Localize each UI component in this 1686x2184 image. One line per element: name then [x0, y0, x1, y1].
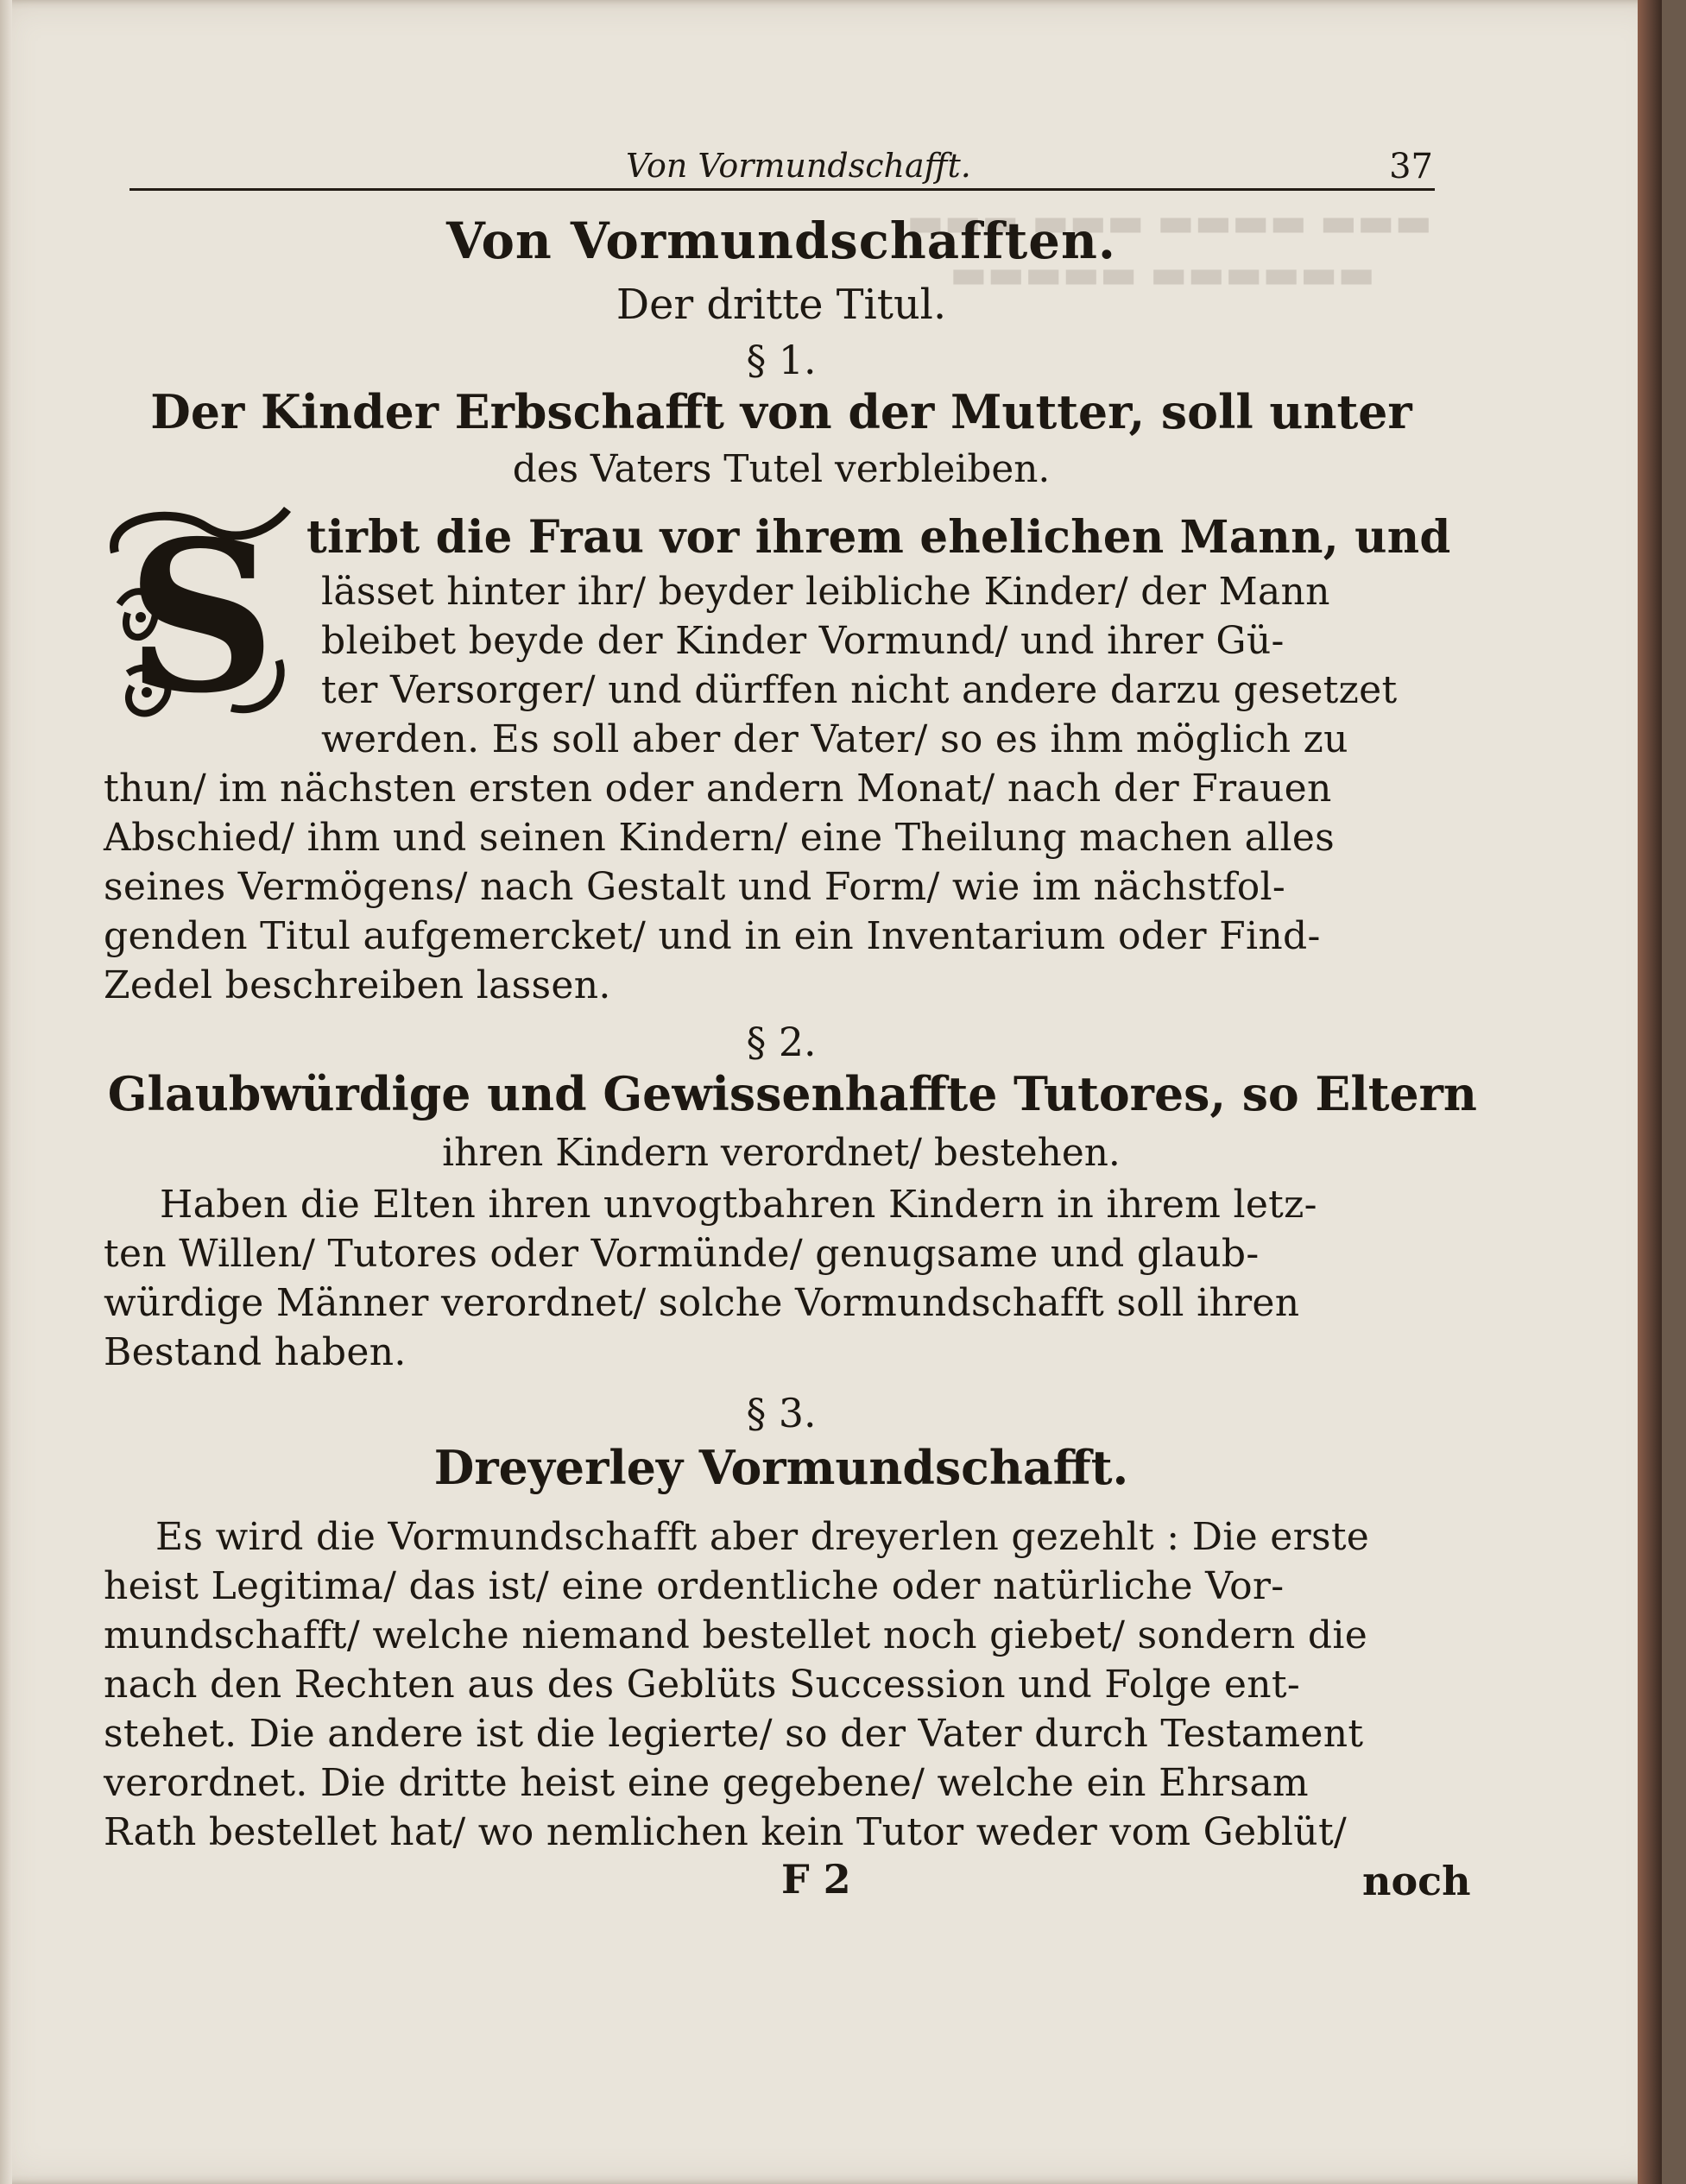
text-line: genden Titul aufgemercket/ und in ein Inventarium oder Find-	[104, 914, 1321, 958]
text-line: heist Legitima/ das ist/ eine ordentliche oder natürliche Vor-	[104, 1564, 1285, 1608]
text-line: würdige Männer verordnet/ solche Vormundschafft soll ihren	[104, 1281, 1300, 1325]
catchword: noch	[1362, 1858, 1471, 1904]
section-title-line2: ihren Kindern verordnet/ bestehen.	[442, 1131, 1121, 1175]
text-line: ter Versorger/ und dürffen nicht andere darzu gesetzet	[321, 668, 1398, 712]
section-number: § 3.	[746, 1390, 817, 1436]
bleed-through-decoration: ▬▬▬▬▬▬ ▬▬▬▬▬	[950, 250, 1375, 297]
chapter-subtitle: Der dritte Titul.	[616, 281, 947, 329]
text-line: werden. Es soll aber der Vater/ so es ihm möglich zu	[321, 717, 1348, 761]
section-number: § 2.	[746, 1019, 817, 1065]
text-line: bleibet beyde der Kinder Vormund/ und ihrer Gü-	[321, 619, 1285, 663]
text-line: Es wird die Vormundschafft aber dreyerlen gezehlt : Die erste	[155, 1515, 1370, 1559]
running-head-title: Von Vormundschafft.	[626, 147, 971, 185]
signature-mark: F 2	[781, 1856, 851, 1903]
text-line: mundschafft/ welche niemand bestellet noch giebet/ sondern die	[104, 1613, 1368, 1657]
drop-cap-ornament	[102, 496, 296, 739]
text-line: ten Willen/ Tutores oder Vormünde/ genugsame und glaub-	[104, 1232, 1260, 1276]
running-head	[129, 147, 1433, 190]
text-line: nach den Rechten aus des Geblüts Succession und Folge ent-	[104, 1663, 1301, 1707]
drop-cap-letter: S	[126, 496, 276, 739]
text-line: thun/ im nächsten ersten oder andern Monat/ nach der Frauen	[104, 767, 1332, 811]
page-number: 37	[1389, 147, 1433, 186]
text-line: Zedel beschreiben lassen.	[104, 963, 611, 1007]
section-title: Dreyerley Vormundschafft.	[433, 1440, 1129, 1495]
text-line: lässet hinter ihr/ beyder leibliche Kinder/ der Mann	[321, 570, 1330, 614]
text-line: Bestand haben.	[104, 1330, 407, 1374]
text-line: seines Vermögens/ nach Gestalt und Form/ wie im nächstfol-	[104, 865, 1286, 909]
section-title-line2: des Vaters Tutel verbleiben.	[512, 447, 1051, 491]
text-line: Abschied/ ihm und seinen Kindern/ eine Theilung machen alles	[104, 816, 1336, 860]
text-line: stehet. Die andere ist die legierte/ so der Vater durch Testament	[104, 1712, 1364, 1756]
section-title: Der Kinder Erbschafft von der Mutter, soll unter	[150, 384, 1412, 439]
section-number: § 1.	[746, 337, 817, 383]
chapter-title: Von Vormundschafften.	[446, 211, 1116, 270]
text-line: Rath bestellet hat/ wo nemlichen kein Tutor weder vom Geblüt/	[104, 1810, 1348, 1854]
page-gutter-shadow	[0, 0, 12, 2184]
section-title: Glaubwürdige und Gewissenhaffte Tutores, so Eltern	[107, 1066, 1477, 1121]
text-line: verordnet. Die dritte heist eine gegebene/ welche ein Ehrsam	[104, 1761, 1309, 1805]
text-line: tirbt die Frau vor ihrem ehelichen Mann, und	[306, 511, 1451, 564]
page-edge	[1638, 0, 1662, 2184]
text-line: Haben die Elten ihren unvogtbahren Kindern in ihrem letz-	[160, 1183, 1317, 1227]
header-rule	[129, 188, 1435, 191]
bleed-through-decoration: ▬▬▬ ▬▬▬▬ ▬▬▬ ▬▬▬	[906, 199, 1432, 245]
